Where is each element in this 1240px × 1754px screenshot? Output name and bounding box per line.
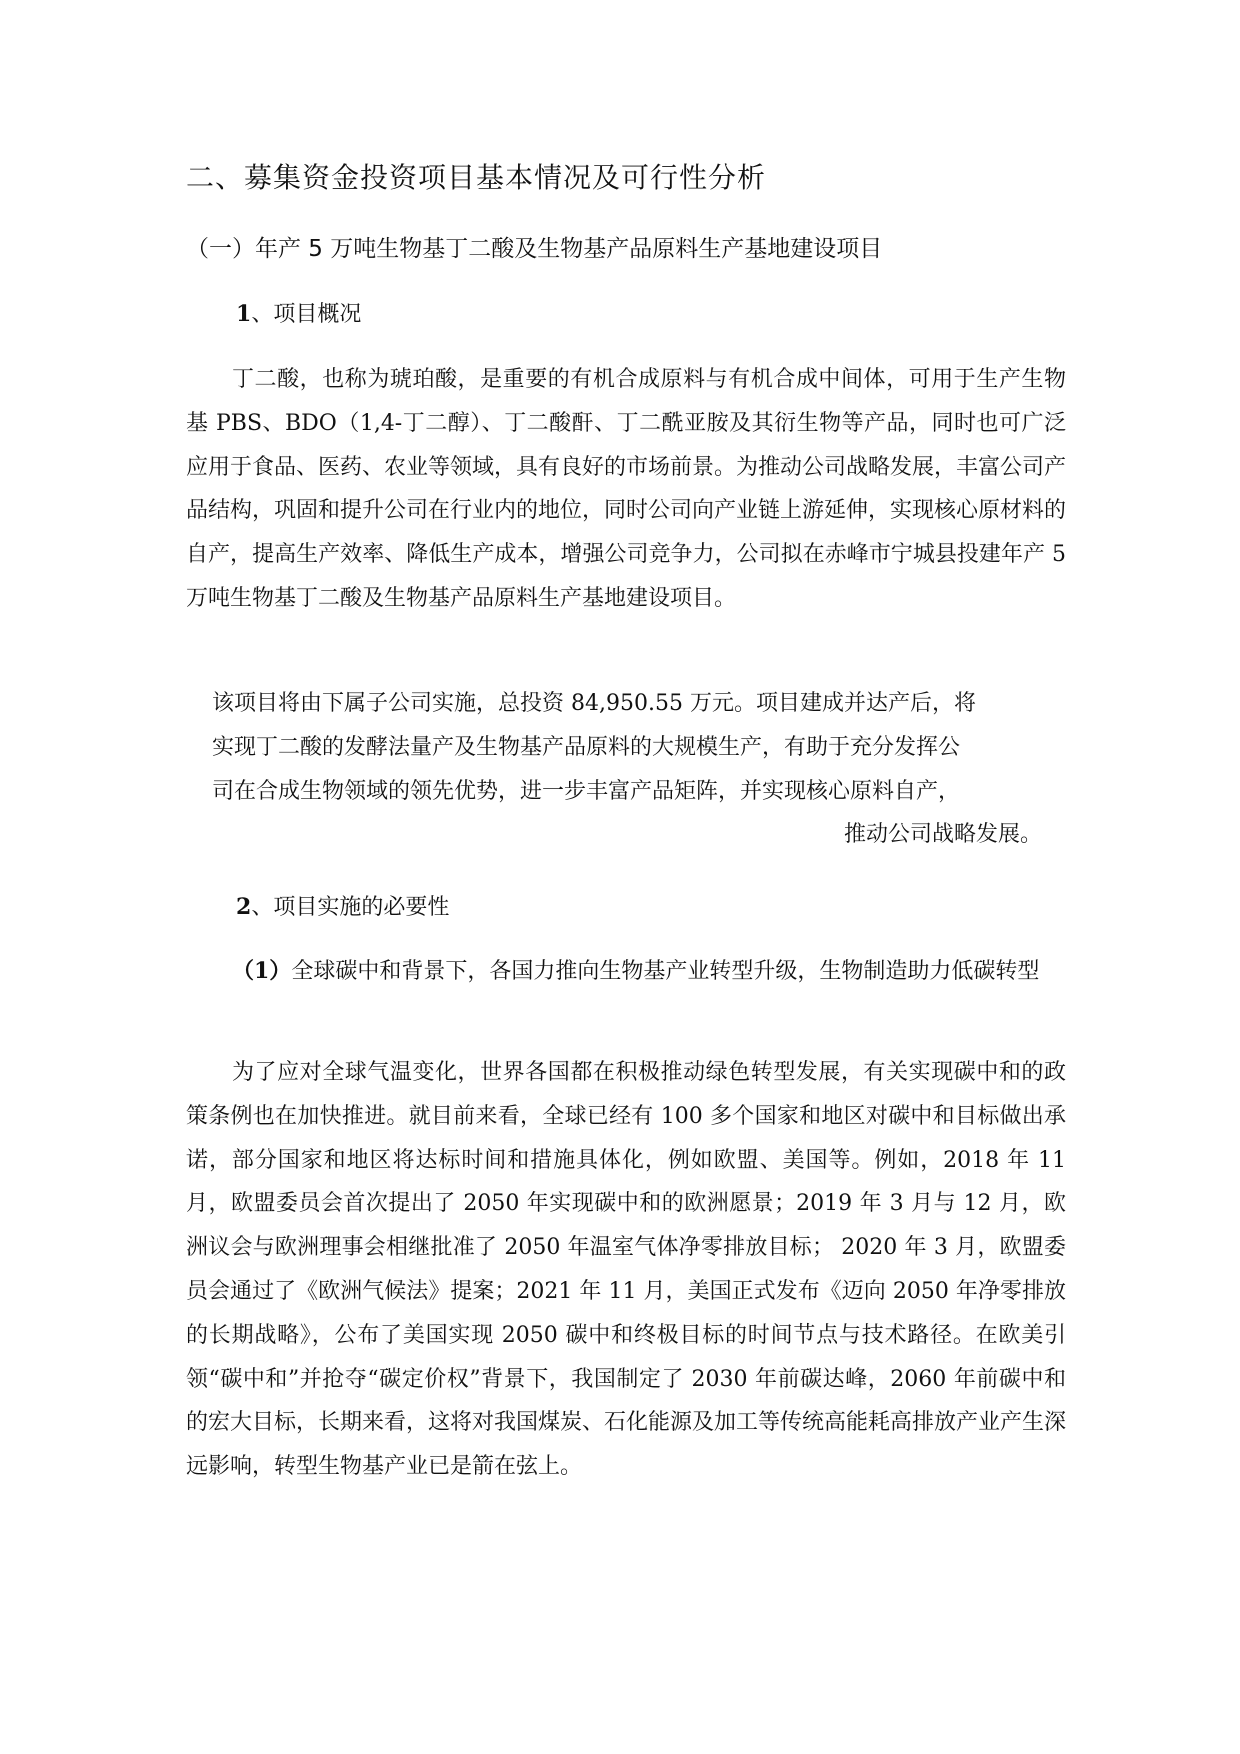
overview-heading-text: 、项目概况 xyxy=(251,302,362,327)
overview-paragraph-2-line: 该项目将由下属子公司实施，总投资 84,950.55 万元。项目建成并达产后，将 xyxy=(212,691,976,716)
overview-paragraph-2-line: 司在合成生物领域的领先优势，进一步丰富产品矩阵，并实现核心原料自产， xyxy=(212,778,961,804)
overview-paragraph-2-line: 推动公司战略发展。 xyxy=(843,822,1042,848)
necessity-subheading-text: 全球碳中和背景下，各国力推向生物基产业转型升级，生物制造助力低碳转型 xyxy=(291,959,1040,984)
necessity-heading-number: 2 xyxy=(236,894,252,920)
overview-heading-number: 1 xyxy=(236,301,252,327)
overview-paragraph-2-line: 实现丁二酸的发酵法量产及生物基产品原料的大规模生产，有助于充分发挥公 xyxy=(212,734,961,760)
overview-heading xyxy=(236,297,361,328)
necessity-heading-text: 、项目实施的必要性 xyxy=(251,895,450,920)
necessity-heading xyxy=(236,890,449,921)
overview-paragraph-2 xyxy=(212,682,1042,857)
necessity-subheading xyxy=(186,950,1066,994)
project-title: （一）年产 5 万吨生物基丁二酸及生物基产品原料生产基地建设项目 xyxy=(186,236,883,262)
overview-paragraph-1: 丁二酸，也称为琥珀酸，是重要的有机合成原料与有机合成中间体，可用于生产生物基 PBS、BDO（1,4-丁二醇）、丁二酸酐、丁二酰亚胺及其衍生物等产品，同时也可广泛应用于食品、医药、农业等领域，具有良好的市场前景。为推动公司战略发展，丰富公司产品结构，巩固和提升公司在行业内的地位，同时公司向产业链上游延伸，实现核心原材料的自产，提高生产效率、降低生产成本，增强公司竞争力，公司拟在赤峰市宁城县投建年产 5 万吨生物基丁二酸及生物基产品原料生产基地建设项目。 xyxy=(186,367,1067,611)
necessity-paragraph: 为了应对全球气温变化，世界各国都在积极推动绿色转型发展，有关实现碳中和的政策条例也在加快推进。就目前来看，全球已经有 100 多个国家和地区对碳中和目标做出承诺，部分国家和地区将达标时间和措施具体化，例如欧盟、美国等。例如，2018 年 11 月，欧盟委员会首次提出了 2050 年实现碳中和的欧洲愿景；2019 年 3 月与 12 月，欧洲议会与欧洲理事会相继批准了 2050 年温室气体净零排放目标； 2020 年 3 月，欧盟委员会通过了《欧洲气候法》提案；2021 年 11 月，美国正式发布《迈向 2050 年净零排放的长期战略》，公布了美国实现 2050 碳中和终极目标的时间节点与技术路径。在欧美引领“碳中和”并抢夺“碳定价权”背景下，我国制定了 2030 年前碳达峰，2060 年前碳中和的宏大目标，长期来看，这将对我国煤炭、石化能源及加工等传统高能耗高排放产业产生深远影响，转型生物基产业已是箭在弦上。 xyxy=(186,1060,1067,1480)
necessity-subheading-number: （1） xyxy=(232,958,292,984)
section-title: 二、募集资金投资项目基本情况及可行性分析 xyxy=(186,161,767,194)
